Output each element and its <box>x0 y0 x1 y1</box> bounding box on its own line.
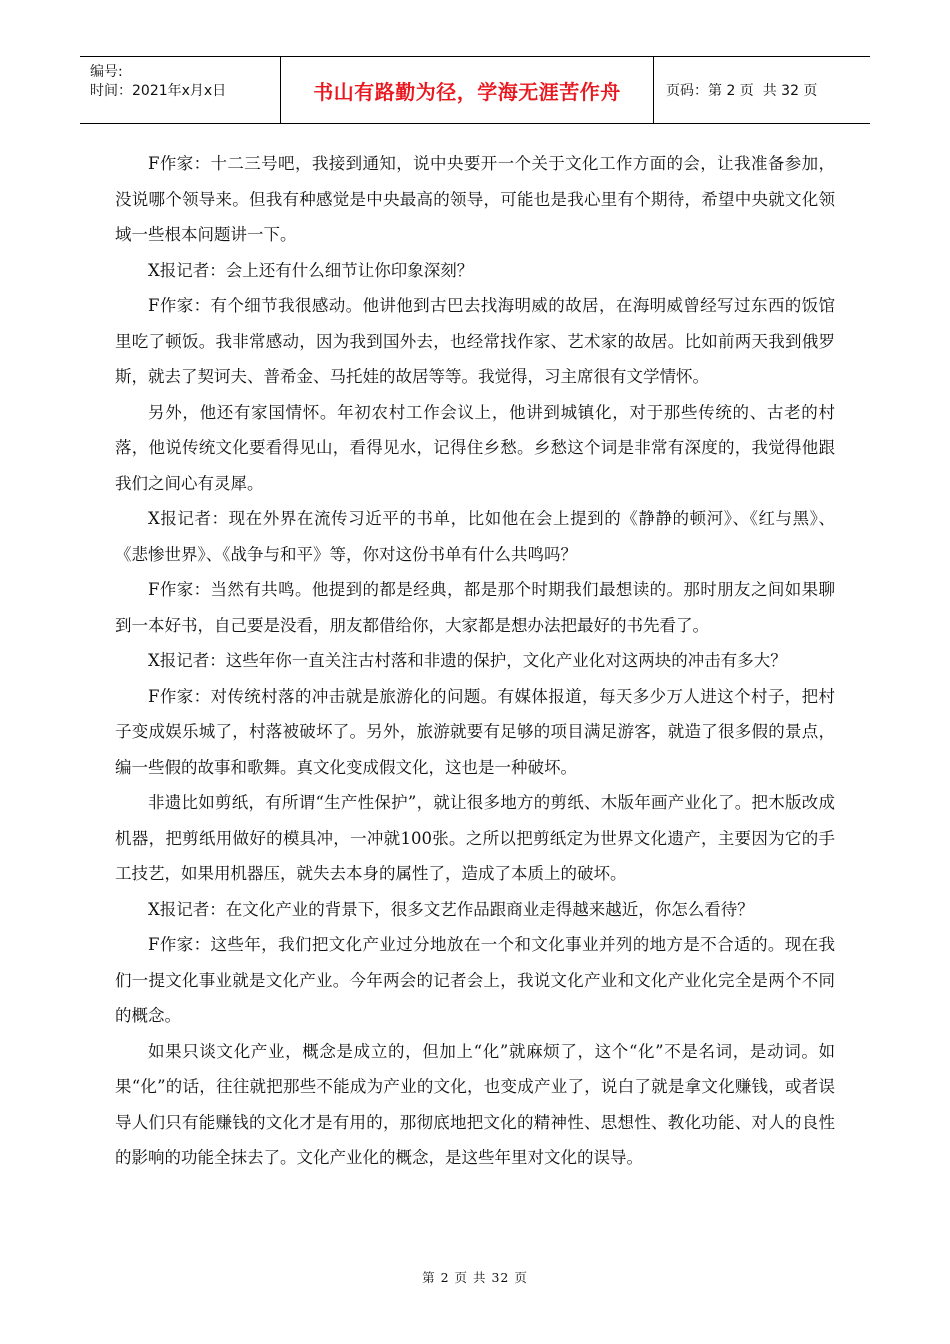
page-header <box>80 56 870 124</box>
date-label: 时间：2021年x月x日 <box>90 83 227 99</box>
paragraph: F作家：有个细节我很感动。他讲他到古巴去找海明威的故居，在海明威曾经写过东西的饭馆里吃了顿饭。我非常感动，因为我到国外去，也经常找作家、艺术家的故居。比如前两天我到俄罗斯，就去了契诃夫、普希金、马托娃的故居等等。我觉得，习主席很有文学情怀。 <box>115 296 835 386</box>
paragraph: F作家：当然有共鸣。他提到的都是经典，都是那个时期我们最想读的。那时朋友之间如果聊到一本好书，自己要是没看，朋友都借给你，大家都是想办法把最好的书先看了。 <box>115 580 835 635</box>
serial-number-label: 编号: <box>90 64 123 80</box>
document-body <box>115 146 835 1176</box>
paragraph: X报记者：现在外界在流传习近平的书单，比如他在会上提到的《静静的顿河》、《红与黑》、《悲惨世界》、《战争与和平》等，你对这份书单有什么共鸣吗？ <box>115 509 835 564</box>
header-motto: 书山有路勤为径，学海无涯苦作舟 <box>281 57 654 123</box>
paragraph: F作家：十二三号吧，我接到通知，说中央要开一个关于文化工作方面的会，让我准备参加，没说哪个领导来。但我有种感觉是中央最高的领导，可能也是我心里有个期待，希望中央就文化领域一些根本问题讲一下。 <box>115 154 835 244</box>
page-footer: 第 2 页 共 32 页 <box>422 1270 528 1285</box>
header-page-info: 页码：第 2 页 共 32 页 <box>666 83 818 99</box>
paragraph: 非遗比如剪纸，有所谓“生产性保护”，就让很多地方的剪纸、木版年画产业化了。把木版改成机器，把剪纸用做好的模具冲，一冲就100张。之所以把剪纸定为世界文化遗产，主要因为它的手工技艺，如果用机器压，就失去本身的属性了，造成了本质上的破坏。 <box>115 793 835 883</box>
paragraph: X报记者：在文化产业的背景下，很多文艺作品跟商业走得越来越近，你怎么看待？ <box>148 899 754 919</box>
paragraph: X报记者：这些年你一直关注古村落和非遗的保护，文化产业化对这两块的冲击有多大？ <box>148 651 787 670</box>
paragraph: 另外，他还有家国情怀。年初农村工作会议上，他讲到城镇化，对于那些传统的、古老的村落，他说传统文化要看得见山，看得见水，记得住乡愁。乡愁这个词是非常有深度的，我觉得他跟我们之间心有灵犀。 <box>115 402 835 493</box>
paragraph: X报记者：会上还有什么细节让你印象深刻？ <box>148 260 474 280</box>
paragraph: F作家：这些年，我们把文化产业过分地放在一个和文化事业并列的地方是不合适的。现在我们一提文化事业就是文化产业。今年两会的记者会上，我说文化产业和文化产业化完全是两个不同的概念。 <box>115 935 835 1025</box>
paragraph: 如果只谈文化产业，概念是成立的，但加上“化”就麻烦了，这个“化”不是名词，是动词。如果“化”的话，往往就把那些不能成为产业的文化，也变成产业了，说白了就是拿文化赚钱，或者误导人们只有能赚钱的文化才是有用的，那彻底地把文化的精神性、思想性、教化功能、对人的良性的影响的功能全抹去了。文化产业化的概念，是这些年里对文化的误导。 <box>115 1041 835 1167</box>
header-meta <box>80 57 281 123</box>
paragraph: F作家：对传统村落的冲击就是旅游化的问题。有媒体报道，每天多少万人进这个村子，把村子变成娱乐城了，村落被破坏了。另外，旅游就要有足够的项目满足游客，就造了很多假的景点，编一些假的故事和歌舞。真文化变成假文化，这也是一种破坏。 <box>115 686 835 777</box>
